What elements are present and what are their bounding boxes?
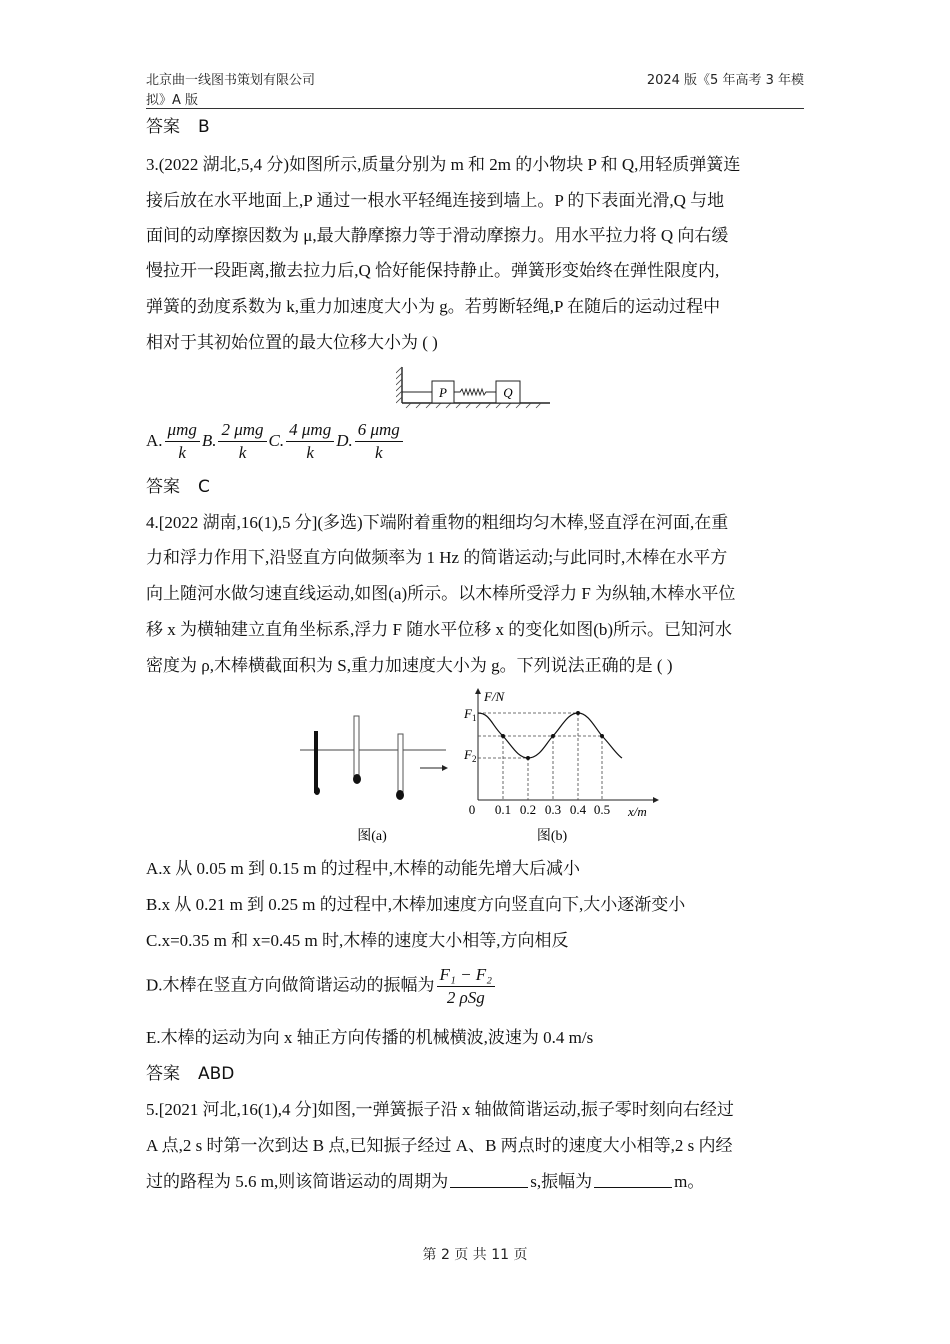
x-tick-0.3: 0.3 [544,802,562,817]
period-blank[interactable] [450,1173,528,1188]
header-rule [146,108,804,109]
q4-option-d: D.木棒在竖直方向做简谐运动的振幅为 $\frac{\text{F₁ − F₂}}{\text{2 ρSg}}$ [146,966,497,1007]
answer-label: 答案 [146,477,180,497]
q3-line-3: 面间的动摩擦因数为 μ,最大静摩擦力等于滑动摩擦力。用水平拉力将 Q 向右缓 [146,226,729,245]
origin-label: 0 [468,802,476,817]
stick-2 [354,716,359,776]
x-axis-label: x/m [628,804,647,819]
y-axis-arrow [475,688,481,694]
q2-answer [146,119,210,136]
header-company-cont: 拟》A 版 [146,93,199,108]
q3-option-b: B. $\frac{\text{2 μmg}}{k}$ [202,431,269,450]
q3-line-6: 相对于其初始位置的最大位移大小为 ( ) [146,333,438,352]
q5-line-2: A 点,2 s 时第一次到达 B 点,已知振子经过 A、B 两点时的速度大小相等,2 s 内经 [146,1136,733,1155]
page-footer: 第 2 页 共 11 页 [422,1247,528,1263]
figure-b-caption: 图(b) [536,829,568,844]
stick-1 [314,731,318,793]
point-0.5 [600,734,604,738]
amplitude-denominator: 2 ρSg [446,987,485,1007]
spring [454,389,496,395]
header-book-title: 2024 版《5 年高考 3 年模 [646,73,804,88]
answer-value: B [198,117,210,137]
q3-spring-figure [396,365,554,410]
point-0.4 [576,711,580,715]
q3-option-c: C. $\frac{\text{4 μmg}}{k}$ [269,431,337,450]
q4-figures [296,688,668,848]
q5-line-1: 5.[2021 河北,16(1),4 分]如图,一弹簧振子沿 x 轴做简谐运动,振子零时刻向右经过 [146,1100,734,1119]
ground-hatching [406,403,541,408]
block-p-label: P [439,385,447,400]
q4-line-5: 密度为 ρ,木棒横截面积为 S,重力加速度大小为 g。下列说法正确的是 ( ) [146,656,673,675]
block-q-label: Q [503,385,513,400]
amplitude-numerator: F₁ − F₂ [437,966,496,987]
point-0.3 [551,734,555,738]
q3-option-a: A. $\frac{\text{μmg}}{k}$ [146,431,202,450]
q4-line-1: 4.[2022 湖南,16(1),5 分](多选)下端附着重物的粗细均匀木棒,竖直浮在河面,在重 [146,513,729,532]
point-0.1 [501,734,505,738]
q4-option-c: C.x=0.35 m 和 x=0.45 m 时,木棒的速度大小相等,方向相反 [146,931,569,950]
q3-option-d: D. $\frac{\text{6 μmg}}{k}$ [336,431,405,450]
stick-1-weight [314,787,320,795]
figure-a [300,716,448,844]
header-company: 北京曲一线图书策划有限公司 [146,73,316,88]
q4-option-e: E.木棒的运动为向 x 轴正方向传播的机械横波,波速为 0.4 m/s [146,1028,594,1047]
q3-line-5: 弹簧的劲度系数为 k,重力加速度大小为 g。若剪断轻绳,P 在随后的运动过程中 [146,297,721,316]
q4-option-a: A.x 从 0.05 m 到 0.15 m 的过程中,木棒的动能先增大后减小 [146,859,580,878]
x-tick-0.4: 0.4 [569,802,587,817]
answer-value: C [198,477,210,497]
amplitude-blank[interactable] [594,1173,672,1188]
x-tick-0.2: 0.2 [519,802,537,817]
q3-line-4: 慢拉开一段距离,撤去拉力后,Q 恰好能保持静止。弹簧形变始终在弹性限度内, [146,261,720,280]
q4-line-4: 移 x 为横轴建立直角坐标系,浮力 F 随水平位移 x 的变化如图(b)所示。已知河水 [146,620,733,639]
q3-line-2: 接后放在水平地面上,P 通过一根水平轻绳连接到墙上。P 的下表面光滑,Q 与地 [146,191,725,210]
q4-line-3: 向上随河水做匀速直线运动,如图(a)所示。以木棒所受浮力 F 为纵轴,木棒水平位 [146,584,736,603]
q4-option-b: B.x 从 0.21 m 到 0.25 m 的过程中,木棒加速度方向竖直向下,大小逐渐变小 [146,895,686,914]
flow-arrow-head [442,765,448,771]
stick-2-weight [353,774,361,784]
answer-value: ABD [198,1064,235,1084]
answer-label: 答案 [146,1064,180,1084]
wall-hatching [396,367,402,403]
x-axis-arrow [653,797,659,803]
figure-b [463,688,659,844]
q5-line-3: 过的路程为 5.6 m,则该简谐运动的周期为 s,振幅为 m。 [146,1172,705,1191]
guide-lines [478,713,602,800]
q3-line-1: 3.(2022 湖北,5,4 分)如图所示,质量分别为 m 和 2m 的小物块 P 和 Q,用轻质弹簧连 [146,155,741,174]
stick-3-weight [396,790,404,800]
f2-label: $F_2$ [464,747,477,764]
stick-3 [398,734,403,792]
q3-options [146,421,405,462]
q4-line-2: 力和浮力作用下,沿竖直方向做频率为 1 Hz 的简谐运动;与此同时,木棒在水平方 [146,548,728,567]
answer-label: 答案 [146,117,180,137]
y-axis-label: F/N [484,689,505,704]
x-tick-0.5: 0.5 [593,802,611,817]
f1-label: $F_1$ [464,706,477,723]
figure-a-caption: 图(a) [357,829,387,844]
point-0.2 [526,756,530,760]
q4-answer [146,1066,234,1083]
q3-answer [146,479,210,496]
x-tick-0.1: 0.1 [494,802,512,817]
